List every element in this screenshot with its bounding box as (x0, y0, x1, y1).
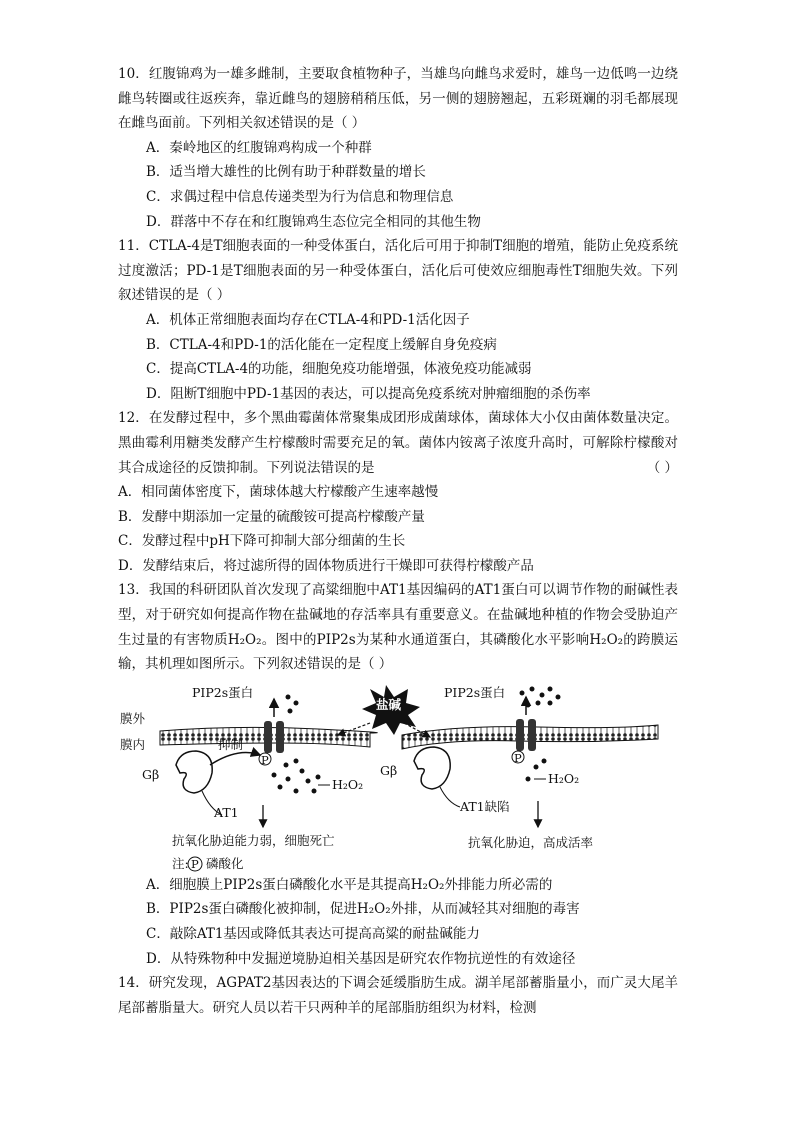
right-result-label: 抗氧化胁迫，高成活率 (468, 834, 594, 850)
left-p-label: P (261, 752, 269, 767)
membrane-diagram (118, 681, 678, 873)
q13-option-a: A．细胞膜上PIP2s蛋白磷酸化水平是其提高H₂O₂外排能力所必需的 (146, 876, 553, 893)
q10-option-a: A．秦岭地区的红腹锦鸡构成一个种群 (146, 139, 372, 156)
q10-option-d: D．群落中不存在和红腹锦鸡生态位完全相同的其他生物 (146, 213, 481, 230)
q12-option-c: C．发酵过程中pH下降可抑制大部分细菌的生长 (118, 533, 406, 550)
note-prefix: 注: (172, 855, 189, 871)
q11-stem: 11．CTLA-4是T细胞表面的一种受体蛋白，活化后可用于抑制T细胞的增殖，能防止免疫系统过度激活；PD-1是T细胞表面的另一种受体蛋白，活化后可使效应细胞毒性T细胞失效。下列叙述错误的是（ ） (118, 238, 678, 304)
q11-option-b: B．CTLA-4和PD-1的活化能在一定程度上缓解自身免疫病 (146, 336, 497, 353)
right-p-label: P (514, 750, 522, 765)
q10-option-c: C．求偶过程中信息传递类型为行为信息和物理信息 (146, 188, 454, 205)
q12-option-a: A．相同菌体密度下，菌球体越大柠檬酸产生速率越慢 (118, 484, 439, 501)
right-at1-protein (414, 747, 460, 807)
q13-option-b: B．PIP2s蛋白磷酸化被抑制，促进H₂O₂外排，从而减轻其对细胞的毒害 (146, 901, 580, 918)
right-inside-h2o2-dots (526, 758, 547, 781)
q12-stem-text: 12．在发酵过程中，多个黑曲霉菌体常聚集成团形成菌球体，菌球体大小仅由菌体数量决定。黑曲霉利用糖类发酵产生柠檬酸时需要充足的氧。菌体内铵离子浓度升高时，可解除柠檬酸对其合成途径的反馈抑制。下列说法错误的是 (118, 410, 678, 476)
left-h2o2-label: H₂O₂ (332, 776, 364, 792)
q12-option-d: D．发酵结束后，将过滤所得的固体物质进行干燥即可获得柠檬酸产品 (118, 557, 534, 574)
q12-option-b: B．发酵中期添加一定量的硫酸铵可提高柠檬酸产量 (118, 508, 425, 525)
left-result-label: 抗氧化胁迫能力弱，细胞死亡 (172, 832, 335, 848)
outside-label: 膜外 (120, 710, 146, 726)
q12-bracket: （ ） (646, 459, 678, 476)
left-inside-h2o2-dots (272, 758, 321, 793)
q11-option-c: C．提高CTLA-4的功能，细胞免疫功能增强，体液免疫功能减弱 (146, 361, 532, 378)
note-suffix: 磷酸化 (206, 855, 244, 871)
q13-option-d: D．从特殊物种中发掘逆境胁迫相关基因是研究农作物抗逆性的有效途径 (146, 950, 576, 967)
q10-stem: 10．红腹锦鸡为一雄多雌制，主要取食植物种子，当雄鸟向雌鸟求爱时，雄鸟一边低鸣一边绕雌鸟转圈或往返疾奔，靠近雌鸟的翅膀稍稍压低，另一侧的翅膀翘起，五彩斑斓的羽毛都展现在雌鸟面前。下列相关叙述错误的是（ ） (118, 66, 678, 132)
left-outside-h2o2-dots (286, 694, 299, 713)
left-gbeta-label: Gβ (142, 766, 160, 782)
q11-option-d: D．阻断T细胞中PD-1基因的表达，可以提高免疫系统对肿瘤细胞的杀伤率 (146, 385, 591, 402)
right-gbeta-label: Gβ (380, 762, 398, 778)
left-pip2s-label: PIP2s蛋白 (192, 684, 254, 700)
q12-stem (118, 406, 678, 480)
note-p-label: P (191, 856, 199, 871)
at1-label: AT1 (214, 804, 239, 820)
left-pip2s-channel (264, 699, 284, 753)
q13-option-c: C．敲除AT1基因或降低其表达可提高高粱的耐盐碱能力 (146, 926, 480, 943)
q14-stem: 14．研究发现，AGPAT2基因表达的下调会延缓脂肪生成。湖羊尾部蓄脂量小，而广灵大尾羊尾部蓄脂量大。研究人员以若干只两种羊的尾部脂肪组织为材料，检测 (118, 975, 678, 1016)
inhibit-label: 抑制 (218, 736, 244, 752)
q11-option-a: A．机体正常细胞表面均存在CTLA-4和PD-1活化因子 (146, 311, 470, 328)
at1-defect-label: AT1缺陷 (460, 798, 510, 814)
right-pip2s-label: PIP2s蛋白 (444, 684, 506, 700)
q13-stem: 13．我国的科研团队首次发现了高粱细胞中AT1基因编码的AT1蛋白可以调节作物的耐碱性表型，对于研究如何提高作物在盐碱地的存活率具有重要意义。在盐碱地种植的作物会受胁迫产生过量的有害物质H₂O₂。图中的PIP2s为某种水通道蛋白，其磷酸化水平影响H₂O₂的跨膜运输，其机理如图所示。下列叙述错误的是（ ） (118, 582, 678, 673)
exam-page (118, 62, 678, 1020)
inside-label: 膜内 (120, 736, 146, 752)
q10-option-b: B．适当增大雄性的比例有助于种群数量的增长 (146, 164, 426, 181)
salt-alkali-label: 盐碱 (376, 696, 402, 712)
right-h2o2-label: H₂O₂ (548, 770, 580, 786)
